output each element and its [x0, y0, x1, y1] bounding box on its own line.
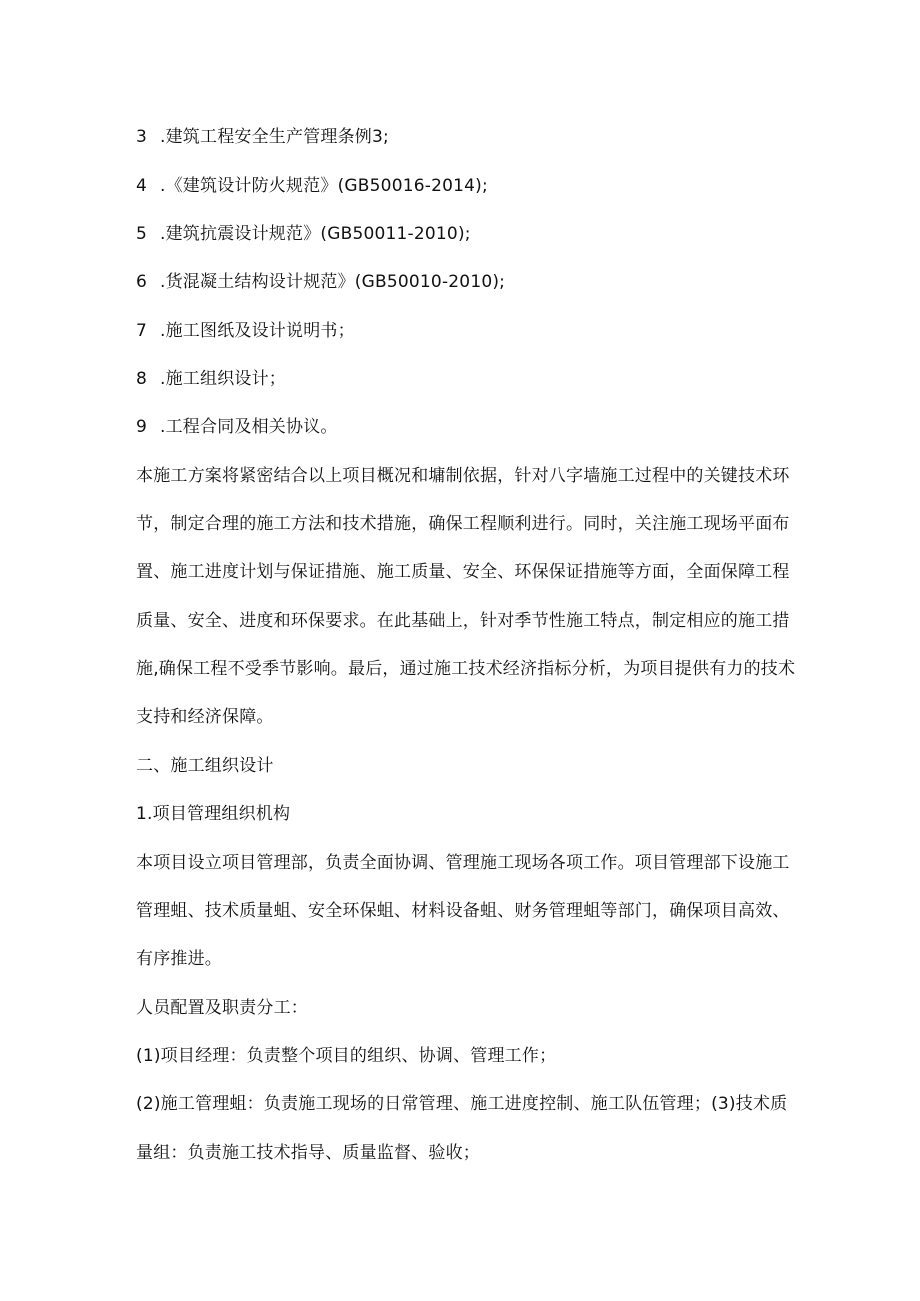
reference-number: 4 — [136, 176, 148, 196]
intro-paragraph-line: 施,确保工程不受季节影响。最后，通过施工技术经济指标分析，为项目提供有力的技术 — [136, 659, 796, 679]
section-heading: 二、施工组织设计 — [136, 756, 274, 776]
reference-number: 3 — [136, 127, 148, 147]
reference-text: .施工图纸及设计说明书； — [160, 321, 355, 341]
org-paragraph-line: 本项目设立项目管理部，负责全面协调、管理施工现场各项工作。项目管理部下设施工 — [136, 853, 790, 873]
reference-item — [136, 175, 488, 197]
intro-paragraph-line: 支持和经济保障。 — [136, 707, 274, 727]
intro-paragraph-line: 质量、安全、进度和环保要求。在此基础上，针对季节性施工特点，制定相应的施工措 — [136, 611, 790, 631]
reference-text: .《建筑设计防火规范》(GB50016-2014); — [160, 176, 488, 196]
intro-paragraph-line: 节，制定合理的施工方法和技术措施，确保工程顺利进行。同时，关注施工现场平面布 — [136, 514, 790, 534]
subsection-heading: 1.项目管理组织机构 — [136, 804, 291, 824]
reference-item — [136, 368, 286, 390]
reference-item — [136, 126, 389, 148]
reference-number: 6 — [136, 272, 148, 292]
reference-number: 9 — [136, 417, 148, 437]
reference-number: 7 — [136, 321, 148, 341]
reference-text: .工程合同及相关协议。 — [160, 417, 338, 437]
reference-text: .建筑工程安全生产管理条例3; — [160, 127, 389, 147]
org-paragraph-line: 管理蛆、技术质量蛆、安全环保蛆、材料设备蛆、财务管理蛆等部门，确保项目高效、 — [136, 901, 790, 921]
duty-item: (2)施工管理蛆：负责施工现场的日常管理、施工进度控制、施工队伍管理；(3)技术质 — [136, 1094, 788, 1114]
reference-item — [136, 416, 338, 438]
intro-paragraph-line: 本施工方案将紧密结合以上项目概况和墉制依据，针对八字墙施工过程中的关键技术环 — [136, 466, 790, 486]
duty-item: (1)项目经理：负责整个项目的组织、协调、管理工作； — [136, 1046, 557, 1066]
intro-paragraph-line: 置、施工进度计划与保证措施、施工质量、安全、环保保证措施等方面，全面保障工程 — [136, 562, 790, 582]
reference-item — [136, 223, 471, 245]
reference-text: .货混凝土结构设计规范》(GB50010-2010); — [160, 272, 506, 292]
reference-number: 8 — [136, 369, 148, 389]
reference-item — [136, 320, 355, 342]
reference-number: 5 — [136, 224, 148, 244]
reference-item — [136, 271, 505, 293]
staff-heading: 人员配置及职责分工： — [136, 998, 308, 1018]
org-paragraph-line: 有序推进。 — [136, 949, 222, 969]
reference-text: .施工组织设计； — [160, 369, 287, 389]
reference-text: .建筑抗震设计规范》(GB50011-2010); — [160, 224, 471, 244]
duty-item-continuation: 量组：负责施工技术指导、质量监督、验收； — [136, 1143, 480, 1163]
